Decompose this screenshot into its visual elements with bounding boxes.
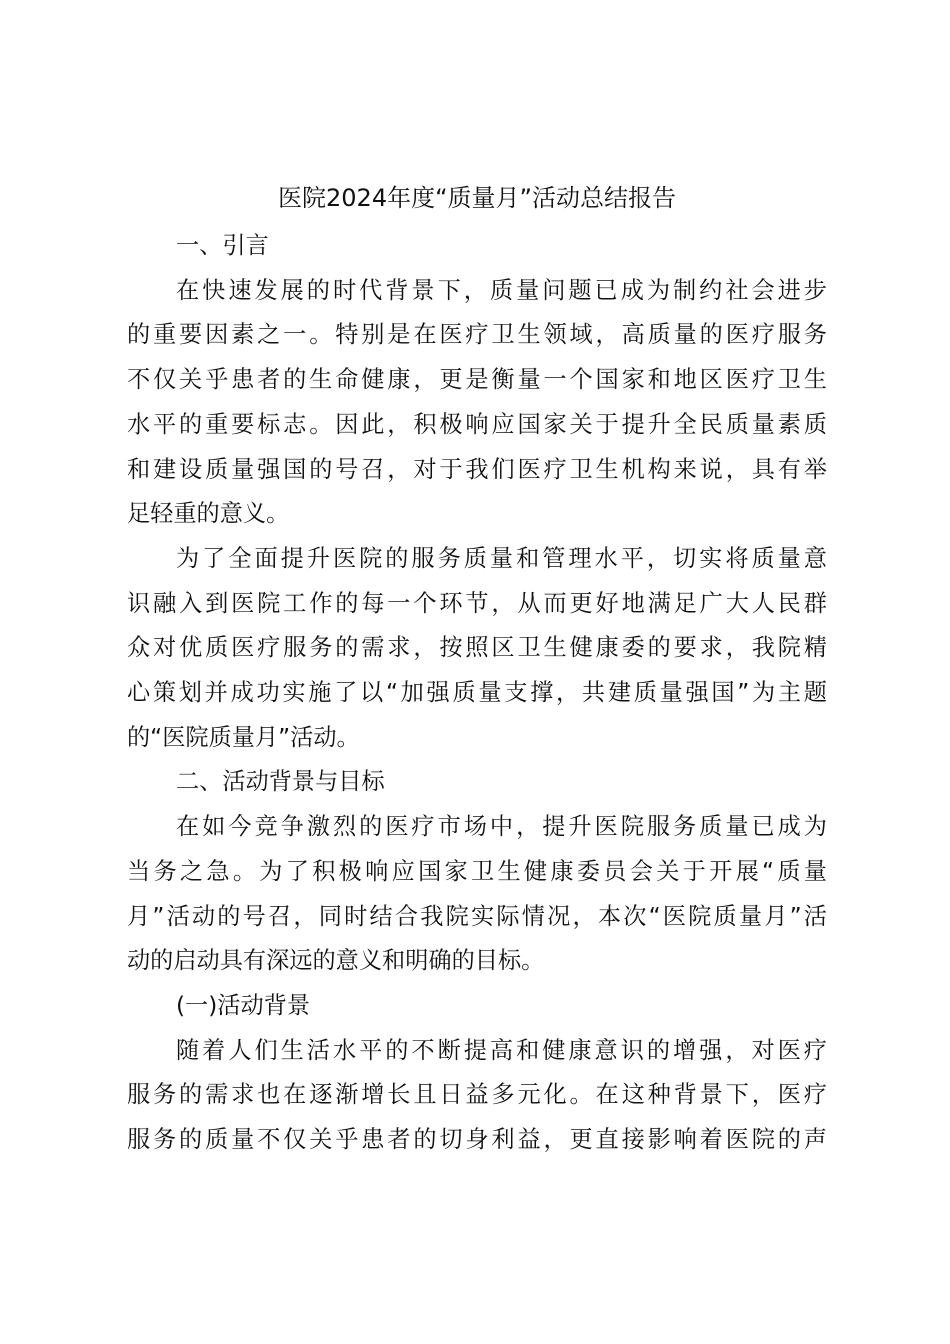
text-line: 当务之急。为了积极响应国家卫生健康委员会关于开展“质量 [127, 857, 827, 885]
text-line: 水平的重要标志。因此，积极响应国家关于提升全民质量素质 [127, 410, 827, 438]
text-line: 众对优质医疗服务的需求，按照区卫生健康委的要求，我院精 [127, 634, 827, 662]
text-line: 服务的需求也在逐渐增长且日益多元化。在这种背景下，医疗 [127, 1081, 827, 1109]
text-line: 的“医院质量月”活动。 [127, 723, 360, 751]
text-line: 随着人们生活水平的不断提高和健康意识的增强，对医疗 [176, 1036, 827, 1064]
text-line: 足轻重的意义。 [127, 500, 290, 528]
text-line: 的重要因素之一。特别是在医疗卫生领域，高质量的医疗服务 [127, 321, 827, 349]
text-line: 在快速发展的时代背景下，质量问题已成为制约社会进步 [176, 276, 827, 304]
text-line: 月”活动的号召，同时结合我院实际情况，本次“医院质量月”活 [127, 902, 827, 930]
document-body [127, 176, 827, 1163]
section-heading-introduction: 一、引言 [176, 232, 269, 259]
text-line: 为了全面提升医院的服务质量和管理水平，切实将质量意 [176, 544, 827, 572]
text-line: 服务的质量不仅关乎患者的切身利益，更直接影响着医院的声 [127, 1126, 827, 1154]
text-line: 和建设质量强国的号召，对于我们医疗卫生机构来说，具有举 [127, 455, 827, 483]
text-line: 动的启动具有深远的意义和明确的目标。 [127, 947, 545, 975]
text-line: 识融入到医院工作的每一个环节，从而更好地满足广大人民群 [127, 589, 827, 617]
subsection-heading-activity-background: (一)活动背景 [176, 991, 311, 1019]
text-line: 不仅关乎患者的生命健康，更是衡量一个国家和地区医疗卫生 [127, 366, 827, 394]
text-line: 心策划并成功实施了以“加强质量支撑，共建质量强国”为主题 [127, 679, 827, 707]
section-heading-background-goals: 二、活动背景与目标 [176, 768, 385, 796]
text-line: 在如今竞争激烈的医疗市场中，提升医院服务质量已成为 [176, 813, 827, 841]
document-title: 医院2024年度“质量月”活动总结报告 [278, 184, 676, 212]
